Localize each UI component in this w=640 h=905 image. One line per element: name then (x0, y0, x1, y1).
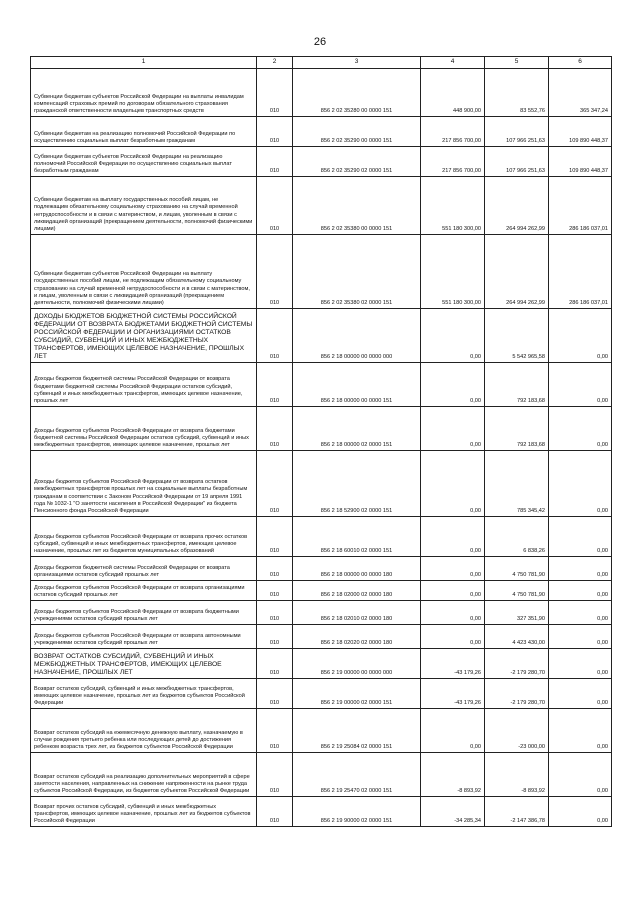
row-budget-classification-code: 856 2 19 90000 02 0000 151 (293, 797, 421, 827)
row-budget-classification-code: 856 2 19 00000 02 0000 151 (293, 679, 421, 709)
row-approved-amount: 0,00 (421, 557, 485, 581)
row-approved-amount: 0,00 (421, 709, 485, 753)
row-executed-amount: 785 345,42 (485, 451, 549, 517)
page-number: 26 (313, 36, 327, 48)
row-executed-amount: 107 966 251,63 (485, 147, 549, 177)
row-unexecuted-amount: 0,00 (549, 451, 612, 517)
row-description: Субвенции бюджетам на выплату государственных пособий лицам, не подлежащим обязательному социальному страхованию на случай временной нетрудоспособности и в связи с материнством, и лицам, уволенным в связи с ликвидацией организаций (прекращением деятельности, полномочий физическими лицами) (31, 177, 257, 235)
row-description: Возврат остатков субсидий на ежемесячную денежную выплату, назначаемую в случае рождения третьего ребенка или последующих детей до достижения ребенком возраста трех лет, из бюджетов субъектов Российской Федерации (31, 709, 257, 753)
row-approved-amount: -43 179,26 (421, 679, 485, 709)
table-row (31, 407, 612, 451)
column-header-5: 5 (485, 57, 549, 69)
table-row (31, 679, 612, 709)
row-budget-classification-code: 856 2 19 25084 02 0000 151 (293, 709, 421, 753)
column-header-2: 2 (257, 57, 293, 69)
row-description: Доходы бюджетов субъектов Российской Федерации от возврата бюджетами бюджетной системы Российской Федерации остатков субсидий, субвенций и иных межбюджетных трансфертов, имеющих целевое назначение, прошлых лет (31, 407, 257, 451)
table-row (31, 177, 612, 235)
row-approved-amount: -43 179,26 (421, 649, 485, 679)
table-row (31, 309, 612, 363)
row-description: Доходы бюджетов субъектов Российской Федерации от возврата организациями остатков субсидий прошлых лет (31, 581, 257, 601)
table-body (31, 69, 612, 827)
table-row (31, 625, 612, 649)
row-executed-amount: 327 351,90 (485, 601, 549, 625)
row-unexecuted-amount: 0,00 (549, 581, 612, 601)
row-unexecuted-amount: 0,00 (549, 709, 612, 753)
row-unexecuted-amount: 286 186 037,01 (549, 177, 612, 235)
row-executed-amount: -2 179 280,70 (485, 679, 549, 709)
row-executed-amount: 5 542 965,58 (485, 309, 549, 363)
table-row (31, 753, 612, 797)
column-header-4: 4 (421, 57, 485, 69)
row-line-code: 010 (257, 517, 293, 557)
row-line-code: 010 (257, 117, 293, 147)
table-row (31, 117, 612, 147)
row-budget-classification-code: 856 2 18 02010 02 0000 180 (293, 601, 421, 625)
table-row (31, 581, 612, 601)
row-approved-amount: 551 180 300,00 (421, 177, 485, 235)
budget-table (30, 56, 612, 827)
row-executed-amount: 107 966 251,63 (485, 117, 549, 147)
row-executed-amount: 6 838,26 (485, 517, 549, 557)
row-line-code: 010 (257, 753, 293, 797)
row-line-code: 010 (257, 147, 293, 177)
row-unexecuted-amount: 0,00 (549, 557, 612, 581)
row-executed-amount: 264 994 262,99 (485, 235, 549, 309)
row-unexecuted-amount: 0,00 (549, 407, 612, 451)
table-row (31, 517, 612, 557)
table-row (31, 601, 612, 625)
row-description: ВОЗВРАТ ОСТАТКОВ СУБСИДИЙ, СУБВЕНЦИЙ И ИНЫХ МЕЖБЮДЖЕТНЫХ ТРАНСФЕРТОВ, ИМЕЮЩИХ ЦЕЛЕВОЕ НАЗНАЧЕНИЕ, ПРОШЛЫХ ЛЕТ (31, 649, 257, 679)
column-header-1: 1 (31, 57, 257, 69)
table-row (31, 363, 612, 407)
row-description: Субвенции бюджетам на реализацию полномочий Российской Федерации по осуществлению социальных выплат безработным гражданам (31, 117, 257, 147)
table-row (31, 235, 612, 309)
row-approved-amount: 448 900,00 (421, 69, 485, 117)
row-approved-amount: 0,00 (421, 517, 485, 557)
table-header-row (31, 57, 612, 69)
row-budget-classification-code: 856 2 18 02020 02 0000 180 (293, 625, 421, 649)
row-executed-amount: 83 552,76 (485, 69, 549, 117)
row-unexecuted-amount: 0,00 (549, 797, 612, 827)
table-row (31, 797, 612, 827)
row-budget-classification-code: 856 2 02 35280 00 0000 151 (293, 69, 421, 117)
row-approved-amount: -8 893,92 (421, 753, 485, 797)
row-line-code: 010 (257, 625, 293, 649)
table-row (31, 557, 612, 581)
row-executed-amount: 4 750 781,90 (485, 557, 549, 581)
row-budget-classification-code: 856 2 02 35380 02 0000 151 (293, 235, 421, 309)
row-description: Доходы бюджетов бюджетной системы Российской Федерации от возврата организациями остатков субсидий прошлых лет (31, 557, 257, 581)
row-executed-amount: 792 183,68 (485, 407, 549, 451)
row-line-code: 010 (257, 557, 293, 581)
row-unexecuted-amount: 0,00 (549, 517, 612, 557)
row-executed-amount: 4 423 430,00 (485, 625, 549, 649)
column-header-6: 6 (549, 57, 612, 69)
row-unexecuted-amount: 0,00 (549, 601, 612, 625)
row-budget-classification-code: 856 2 18 02000 02 0000 180 (293, 581, 421, 601)
row-line-code: 010 (257, 451, 293, 517)
row-line-code: 010 (257, 581, 293, 601)
row-line-code: 010 (257, 177, 293, 235)
row-executed-amount: -2 179 280,70 (485, 649, 549, 679)
row-budget-classification-code: 856 2 02 35380 00 0000 151 (293, 177, 421, 235)
table-row (31, 147, 612, 177)
row-description: Субвенции бюджетам субъектов Российской Федерации на выплату государственных пособий лицам, не подлежащим обязательному социальному страхованию на случай временной нетрудоспособности и в связи с материнством, и лицам, уволенным в связи с ликвидацией организаций (прекращением деятельности, полномочий физическими лицами) (31, 235, 257, 309)
row-unexecuted-amount: 0,00 (549, 363, 612, 407)
row-approved-amount: 551 180 300,00 (421, 235, 485, 309)
table-row (31, 451, 612, 517)
row-approved-amount: -34 285,34 (421, 797, 485, 827)
row-budget-classification-code: 856 2 18 00000 00 0000 180 (293, 557, 421, 581)
row-unexecuted-amount: 0,00 (549, 625, 612, 649)
row-executed-amount: 264 994 262,99 (485, 177, 549, 235)
row-budget-classification-code: 856 2 02 35290 00 0000 151 (293, 117, 421, 147)
row-description: Доходы бюджетов субъектов Российской Федерации от возврата бюджетными учреждениями остатков субсидий прошлых лет (31, 601, 257, 625)
row-budget-classification-code: 856 2 18 00000 02 0000 151 (293, 407, 421, 451)
row-description: Субвенции бюджетам субъектов Российской Федерации на реализацию полномочий Российской Федерации по осуществлению социальных выплат безработным гражданам (31, 147, 257, 177)
row-budget-classification-code: 856 2 19 25470 02 0000 151 (293, 753, 421, 797)
row-description: Доходы бюджетов субъектов Российской Федерации от возврата автономными учреждениями остатков субсидий прошлых лет (31, 625, 257, 649)
row-line-code: 010 (257, 407, 293, 451)
table-row (31, 649, 612, 679)
table-row (31, 709, 612, 753)
row-approved-amount: 0,00 (421, 581, 485, 601)
row-approved-amount: 0,00 (421, 625, 485, 649)
row-budget-classification-code: 856 2 18 60010 02 0000 151 (293, 517, 421, 557)
row-approved-amount: 0,00 (421, 451, 485, 517)
row-line-code: 010 (257, 679, 293, 709)
row-unexecuted-amount: 0,00 (549, 309, 612, 363)
row-approved-amount: 0,00 (421, 407, 485, 451)
row-unexecuted-amount: 0,00 (549, 649, 612, 679)
row-budget-classification-code: 856 2 18 52900 02 0000 151 (293, 451, 421, 517)
row-approved-amount: 0,00 (421, 309, 485, 363)
row-approved-amount: 0,00 (421, 601, 485, 625)
row-executed-amount: -2 147 386,78 (485, 797, 549, 827)
row-line-code: 010 (257, 797, 293, 827)
row-approved-amount: 217 856 700,00 (421, 117, 485, 147)
row-line-code: 010 (257, 363, 293, 407)
row-line-code: 010 (257, 649, 293, 679)
row-description: ДОХОДЫ БЮДЖЕТОВ БЮДЖЕТНОЙ СИСТЕМЫ РОССИЙСКОЙ ФЕДЕРАЦИИ ОТ ВОЗВРАТА БЮДЖЕТАМИ БЮДЖЕТНОЙ СИСТЕМЫ РОССИЙСКОЙ ФЕДЕРАЦИИ И ОРГАНИЗАЦИЯМИ ОСТАТКОВ СУБСИДИЙ, СУБВЕНЦИЙ И ИНЫХ МЕЖБЮДЖЕТНЫХ ТРАНСФЕРТОВ, ИМЕЮЩИХ ЦЕЛЕВОЕ НАЗНАЧЕНИЕ, ПРОШЛЫХ ЛЕТ (31, 309, 257, 363)
row-description: Возврат прочих остатков субсидий, субвенций и иных межбюджетных трансфертов, имеющих целевое назначение, прошлых лет из бюджетов субъектов Российской Федерации (31, 797, 257, 827)
column-header-3: 3 (293, 57, 421, 69)
row-line-code: 010 (257, 709, 293, 753)
row-unexecuted-amount: 365 347,24 (549, 69, 612, 117)
row-line-code: 010 (257, 601, 293, 625)
row-unexecuted-amount: 109 890 448,37 (549, 117, 612, 147)
row-line-code: 010 (257, 309, 293, 363)
row-description: Возврат остатков субсидий, субвенций и иных межбюджетных трансфертов, имеющих целевое назначение, прошлых лет из бюджетов субъектов Российской Федерации (31, 679, 257, 709)
row-budget-classification-code: 856 2 02 35290 02 0000 151 (293, 147, 421, 177)
table-row (31, 69, 612, 117)
row-approved-amount: 217 856 700,00 (421, 147, 485, 177)
row-approved-amount: 0,00 (421, 363, 485, 407)
row-executed-amount: -23 000,00 (485, 709, 549, 753)
row-description: Доходы бюджетов бюджетной системы Российской Федерации от возврата бюджетами бюджетной системы Российской Федерации остатков субсидий, субвенций и иных межбюджетных трансфертов, имеющих целевое назначение, прошлых лет (31, 363, 257, 407)
row-budget-classification-code: 856 2 19 00000 00 0000 000 (293, 649, 421, 679)
row-description: Доходы бюджетов субъектов Российской Федерации от возврата остатков межбюджетных трансфертов прошлых лет на социальные выплаты безработным гражданам в соответствии с Законом Российской Федерации от 19 апреля 1991 года № 1032-1 "О занятости населения в Российской Федерации" из бюджета Пенсионного фонда Российской Федерации (31, 451, 257, 517)
row-line-code: 010 (257, 69, 293, 117)
row-unexecuted-amount: 0,00 (549, 753, 612, 797)
row-executed-amount: 4 750 781,90 (485, 581, 549, 601)
row-executed-amount: 792 183,68 (485, 363, 549, 407)
row-description: Доходы бюджетов субъектов Российской Федерации от возврата прочих остатков субсидий, субвенций и иных межбюджетных трансфертов, имеющих целевое назначение, прошлых лет из бюджетов муниципальных образований (31, 517, 257, 557)
row-description: Возврат остатков субсидий на реализацию дополнительных мероприятий в сфере занятости населения, направленных на снижение напряженности на рынке труда субъектов Российской Федерации, из бюджетов субъектов Российской Федерации (31, 753, 257, 797)
row-budget-classification-code: 856 2 18 00000 00 0000 151 (293, 363, 421, 407)
row-line-code: 010 (257, 235, 293, 309)
row-executed-amount: -8 893,92 (485, 753, 549, 797)
row-unexecuted-amount: 286 186 037,01 (549, 235, 612, 309)
row-unexecuted-amount: 109 890 448,37 (549, 147, 612, 177)
row-unexecuted-amount: 0,00 (549, 679, 612, 709)
row-description: Субвенции бюджетам субъектов Российской Федерации на выплаты инвалидам компенсаций страховых премий по договорам обязательного страхования гражданской ответственности владельцев транспортных средств (31, 69, 257, 117)
row-budget-classification-code: 856 2 18 00000 00 0000 000 (293, 309, 421, 363)
